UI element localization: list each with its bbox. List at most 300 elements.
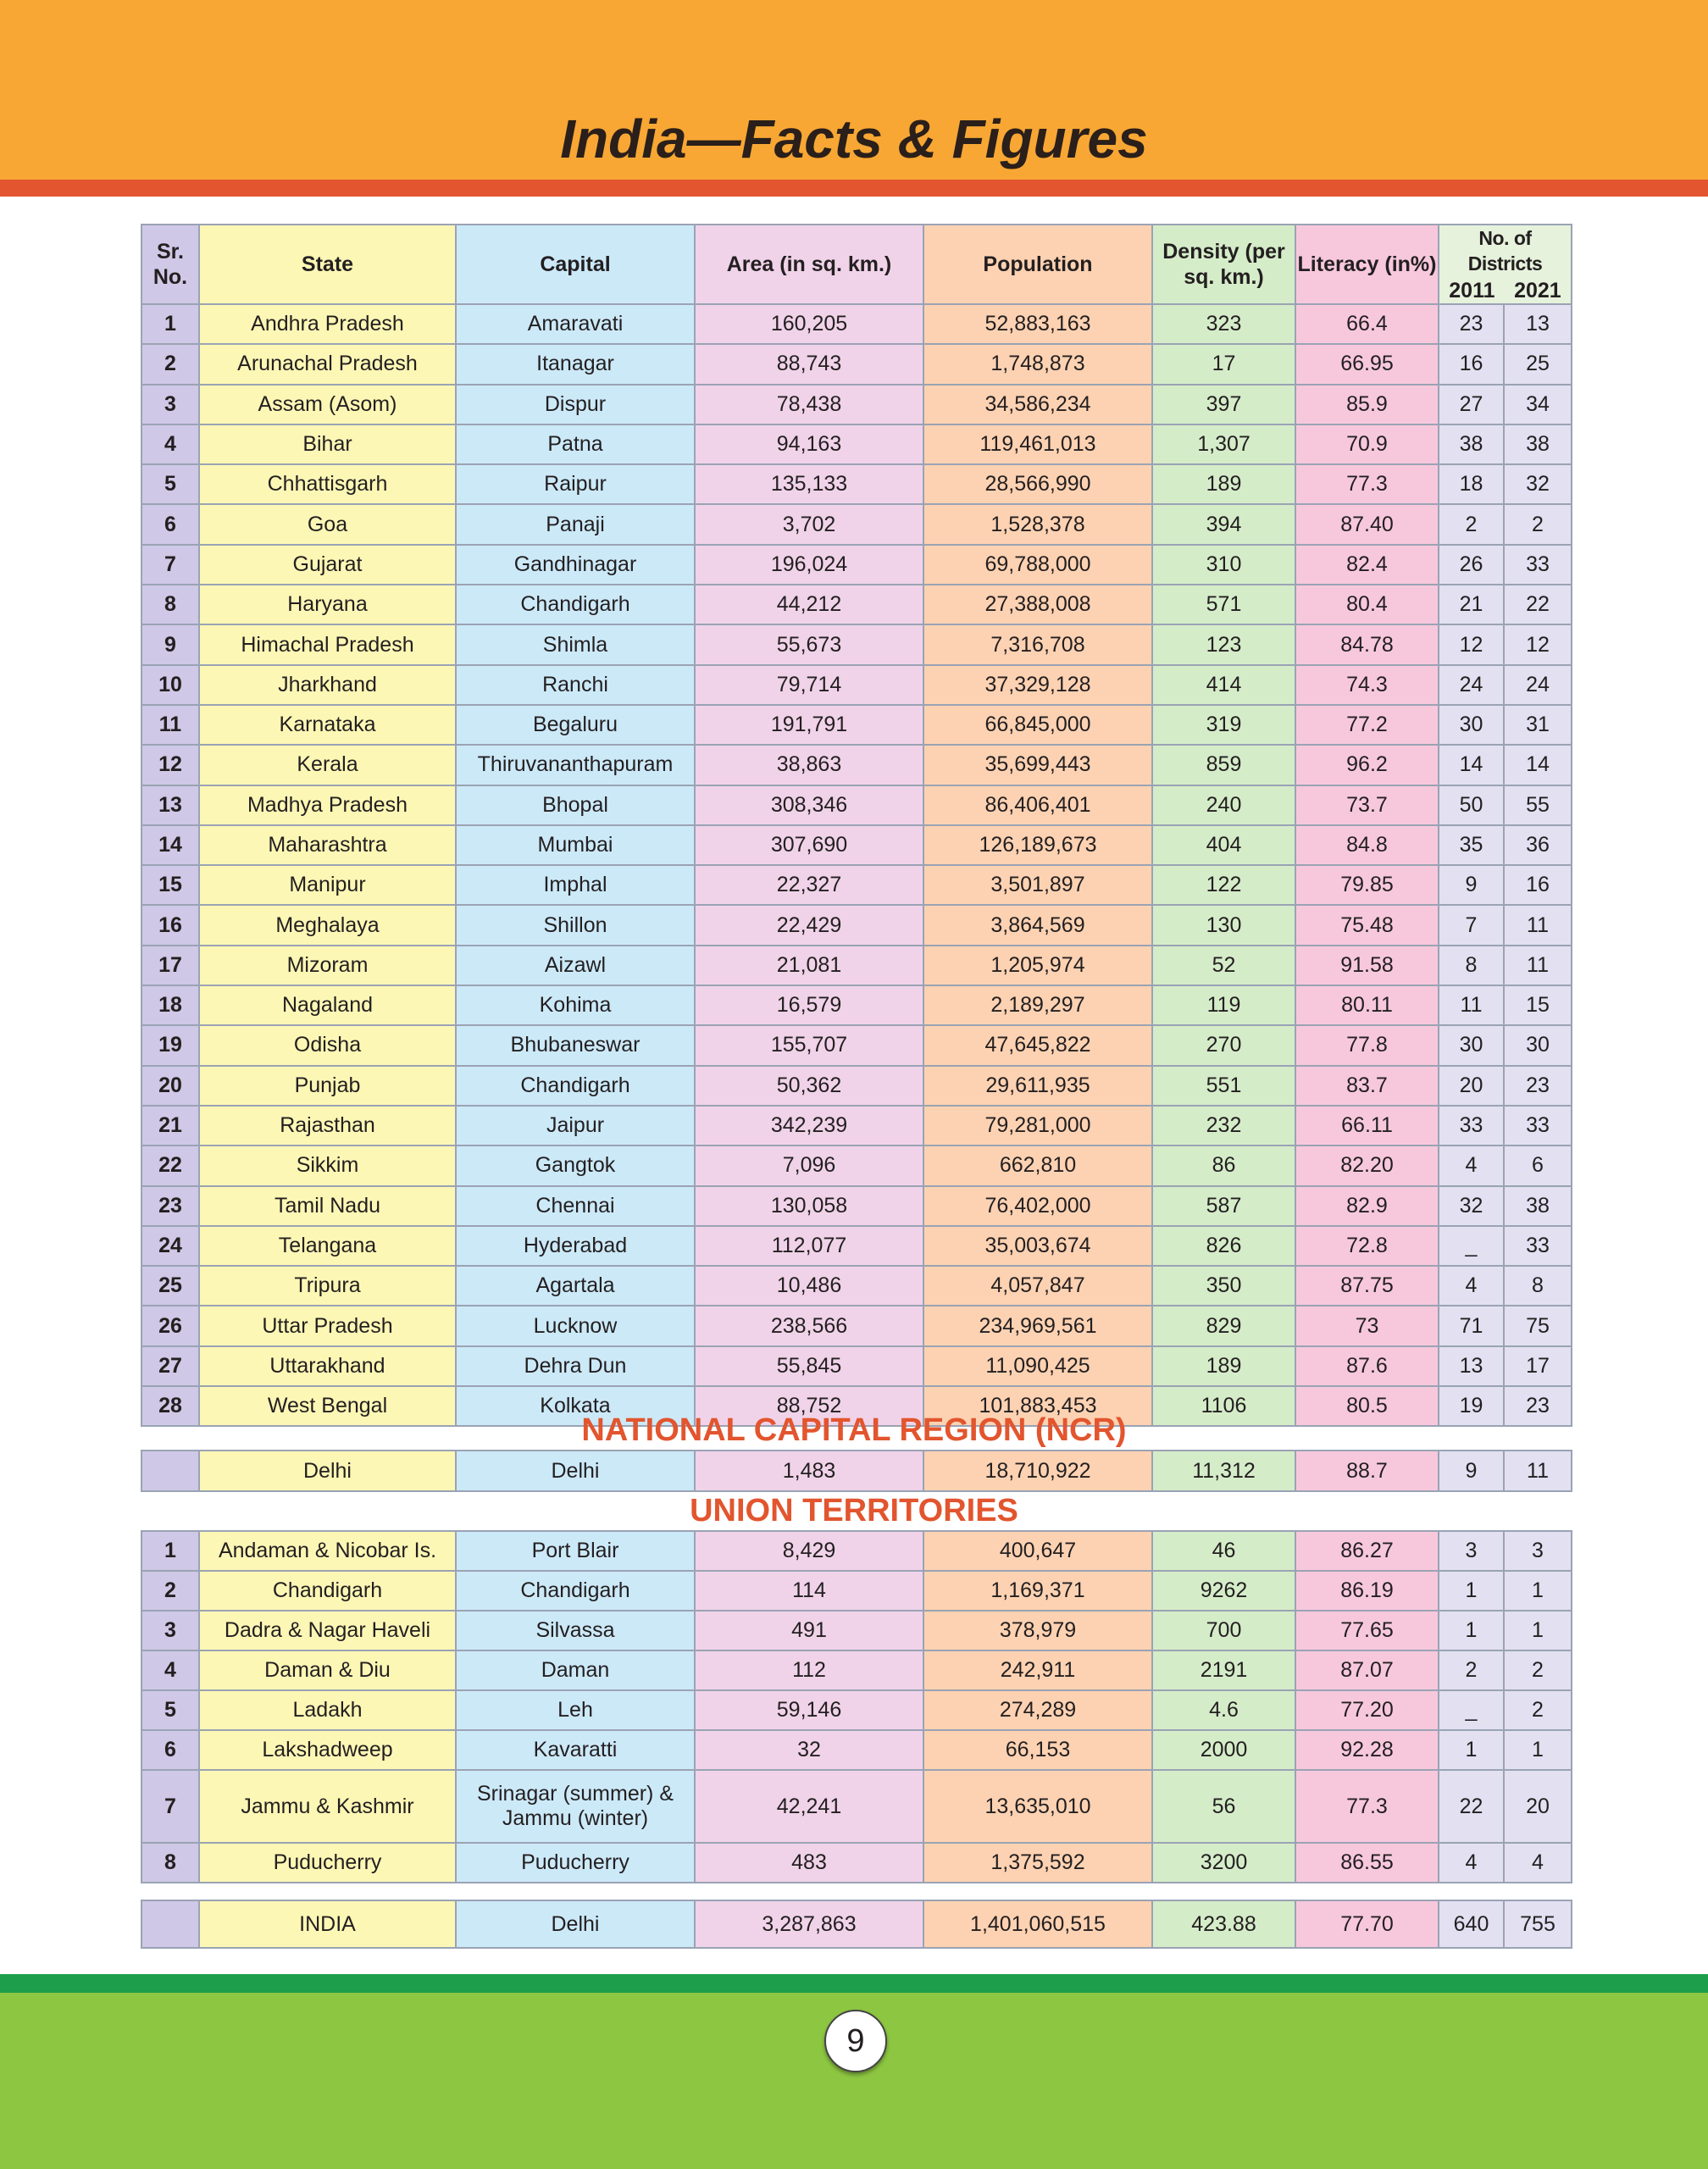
density-cell: 323 [1152, 304, 1295, 344]
state-name-cell: Himachal Pradesh [199, 624, 456, 664]
state-name-cell: Tamil Nadu [199, 1186, 456, 1226]
area-cell: 88,752 [695, 1386, 923, 1426]
districts-2011-cell: 20 [1439, 1066, 1504, 1106]
ut-row [141, 1843, 1572, 1883]
population-cell: 18,710,922 [923, 1451, 1152, 1491]
population-cell: 242,911 [923, 1650, 1152, 1690]
area-cell: 22,429 [695, 905, 923, 945]
literacy-cell: 66.4 [1295, 304, 1439, 344]
sr-no-cell: 4 [141, 424, 199, 464]
india-sr-no-cell [141, 1900, 199, 1948]
sr-no-cell: 15 [141, 865, 199, 905]
population-cell: 119,461,013 [923, 424, 1152, 464]
state-name-cell: Andhra Pradesh [199, 304, 456, 344]
districts-2021-cell: 13 [1504, 304, 1572, 344]
capital-cell: Mumbai [456, 825, 695, 865]
population-cell: 66,845,000 [923, 705, 1152, 745]
literacy-cell: 74.3 [1295, 665, 1439, 705]
districts-2021-cell: 25 [1504, 344, 1572, 384]
literacy-cell: 86.55 [1295, 1843, 1439, 1883]
districts-2021-cell: 14 [1504, 745, 1572, 785]
districts-2021-cell: 33 [1504, 1226, 1572, 1266]
state-name-cell: Chhattisgarh [199, 464, 456, 504]
area-cell: 8,429 [695, 1531, 923, 1571]
districts-2021-cell: 23 [1504, 1066, 1572, 1106]
density-cell: 270 [1152, 1025, 1295, 1065]
capital-cell: Imphal [456, 865, 695, 905]
districts-2021-cell: 36 [1504, 825, 1572, 865]
ut-title: UNION TERRITORIES [690, 1493, 1018, 1528]
sr-no-cell: 5 [141, 1690, 199, 1730]
districts-2021-cell: 1 [1504, 1611, 1572, 1650]
area-cell: 55,845 [695, 1346, 923, 1386]
population-cell: 1,375,592 [923, 1843, 1152, 1883]
india-state-name-cell: INDIA [199, 1900, 456, 1948]
state-name-cell: Rajasthan [199, 1106, 456, 1146]
state-name-cell: Maharashtra [199, 825, 456, 865]
districts-2021-cell: 11 [1504, 1451, 1572, 1491]
area-cell: 55,673 [695, 624, 923, 664]
ut-table [141, 1530, 1572, 1883]
population-cell: 35,003,674 [923, 1226, 1152, 1266]
state-row [141, 905, 1572, 945]
state-name-cell: Ladakh [199, 1690, 456, 1730]
literacy-cell: 96.2 [1295, 745, 1439, 785]
districts-2021-cell: 3 [1504, 1531, 1572, 1571]
india-body [141, 1900, 1572, 1948]
india-literacy-cell: 77.70 [1295, 1900, 1439, 1948]
capital-cell: Shimla [456, 624, 695, 664]
literacy-cell: 79.85 [1295, 865, 1439, 905]
districts-2011-cell: 2 [1439, 1650, 1504, 1690]
population-cell: 1,528,378 [923, 504, 1152, 544]
population-cell: 4,057,847 [923, 1266, 1152, 1306]
population-cell: 13,635,010 [923, 1770, 1152, 1843]
india-population-cell: 1,401,060,515 [923, 1900, 1152, 1948]
header-literacy: Literacy (in%) [1295, 225, 1439, 304]
population-cell: 1,205,974 [923, 946, 1152, 985]
districts-2011-cell: 26 [1439, 545, 1504, 585]
state-name-cell: Mizoram [199, 946, 456, 985]
density-cell: 9262 [1152, 1571, 1295, 1611]
population-cell: 34,586,234 [923, 385, 1152, 424]
ncr-body [141, 1451, 1572, 1491]
header-state: State [199, 225, 456, 304]
districts-2011-cell: 22 [1439, 1770, 1504, 1843]
population-cell: 1,169,371 [923, 1571, 1152, 1611]
districts-2011-cell: 24 [1439, 665, 1504, 705]
area-cell: 3,702 [695, 504, 923, 544]
state-name-cell: Kerala [199, 745, 456, 785]
districts-2021-cell: 20 [1504, 1770, 1572, 1843]
districts-2021-cell: 16 [1504, 865, 1572, 905]
page-number: 9 [824, 2010, 887, 2072]
page-title: India—Facts & Figures [560, 108, 1148, 169]
state-row [141, 1066, 1572, 1106]
capital-cell: Agartala [456, 1266, 695, 1306]
districts-2011-cell: _ [1439, 1226, 1504, 1266]
state-name-cell: Meghalaya [199, 905, 456, 945]
capital-cell: Gandhinagar [456, 545, 695, 585]
literacy-cell: 66.95 [1295, 344, 1439, 384]
area-cell: 160,205 [695, 304, 923, 344]
sr-no-cell: 4 [141, 1650, 199, 1690]
state-row [141, 1186, 1572, 1226]
capital-cell: Begaluru [456, 705, 695, 745]
literacy-cell: 87.75 [1295, 1266, 1439, 1306]
literacy-cell: 82.9 [1295, 1186, 1439, 1226]
sr-no-cell: 7 [141, 545, 199, 585]
india-capital-cell: Delhi [456, 1900, 695, 1948]
state-name-cell: Lakshadweep [199, 1730, 456, 1770]
density-cell: 52 [1152, 946, 1295, 985]
area-cell: 196,024 [695, 545, 923, 585]
districts-2021-cell: 33 [1504, 1106, 1572, 1146]
sr-no-cell: 2 [141, 1571, 199, 1611]
state-name-cell: Delhi [199, 1451, 456, 1491]
literacy-cell: 88.7 [1295, 1451, 1439, 1491]
header-year-2021: 2021 [1514, 279, 1561, 302]
districts-2011-cell: 3 [1439, 1531, 1504, 1571]
population-cell: 274,289 [923, 1690, 1152, 1730]
density-cell: 551 [1152, 1066, 1295, 1106]
districts-2011-cell: 14 [1439, 745, 1504, 785]
density-cell: 397 [1152, 385, 1295, 424]
density-cell: 46 [1152, 1531, 1295, 1571]
literacy-cell: 77.20 [1295, 1690, 1439, 1730]
capital-cell: Kavaratti [456, 1730, 695, 1770]
area-cell: 1,483 [695, 1451, 923, 1491]
state-name-cell: Nagaland [199, 985, 456, 1025]
header-capital: Capital [456, 225, 695, 304]
ut-body [141, 1531, 1572, 1883]
districts-2021-cell: 11 [1504, 946, 1572, 985]
density-cell: 394 [1152, 504, 1295, 544]
districts-2021-cell: 8 [1504, 1266, 1572, 1306]
literacy-cell: 80.11 [1295, 985, 1439, 1025]
area-cell: 32 [695, 1730, 923, 1770]
density-cell: 86 [1152, 1146, 1295, 1185]
districts-2021-cell: 38 [1504, 1186, 1572, 1226]
state-row [141, 1106, 1572, 1146]
sr-no-cell: 8 [141, 585, 199, 624]
population-cell: 52,883,163 [923, 304, 1152, 344]
state-row [141, 504, 1572, 544]
districts-2011-cell: 1 [1439, 1571, 1504, 1611]
districts-2021-cell: 30 [1504, 1025, 1572, 1065]
capital-cell: Shillon [456, 905, 695, 945]
area-cell: 42,241 [695, 1770, 923, 1843]
sr-no-cell: 23 [141, 1186, 199, 1226]
capital-cell: Raipur [456, 464, 695, 504]
districts-2011-cell: 4 [1439, 1843, 1504, 1883]
sr-no-cell: 22 [141, 1146, 199, 1185]
density-cell: 130 [1152, 905, 1295, 945]
districts-2021-cell: 2 [1504, 504, 1572, 544]
capital-cell: Chennai [456, 1186, 695, 1226]
sr-no-cell: 6 [141, 1730, 199, 1770]
population-cell: 662,810 [923, 1146, 1152, 1185]
population-cell: 35,699,443 [923, 745, 1152, 785]
population-cell: 37,329,128 [923, 665, 1152, 705]
state-name-cell: Bihar [199, 424, 456, 464]
capital-cell: Chandigarh [456, 1571, 695, 1611]
density-cell: 11,312 [1152, 1451, 1295, 1491]
sr-no-cell: 26 [141, 1306, 199, 1345]
districts-2021-cell: 15 [1504, 985, 1572, 1025]
state-row [141, 825, 1572, 865]
districts-2011-cell: 9 [1439, 865, 1504, 905]
state-name-cell: Gujarat [199, 545, 456, 585]
capital-cell: Kolkata [456, 1386, 695, 1426]
literacy-cell: 77.3 [1295, 464, 1439, 504]
population-cell: 126,189,673 [923, 825, 1152, 865]
density-cell: 587 [1152, 1186, 1295, 1226]
sr-no-cell: 5 [141, 464, 199, 504]
districts-2011-cell: 19 [1439, 1386, 1504, 1426]
area-cell: 130,058 [695, 1186, 923, 1226]
districts-2021-cell: 4 [1504, 1843, 1572, 1883]
capital-cell: Patna [456, 424, 695, 464]
area-cell: 16,579 [695, 985, 923, 1025]
literacy-cell: 86.19 [1295, 1571, 1439, 1611]
state-name-cell: Haryana [199, 585, 456, 624]
sr-no-cell: 14 [141, 825, 199, 865]
population-cell: 47,645,822 [923, 1025, 1152, 1065]
capital-cell: Leh [456, 1690, 695, 1730]
sr-no-cell [141, 1451, 199, 1491]
capital-cell: Jaipur [456, 1106, 695, 1146]
header-stripe [0, 180, 1708, 197]
ut-row [141, 1770, 1572, 1843]
districts-2011-cell: 9 [1439, 1451, 1504, 1491]
sr-no-cell: 18 [141, 985, 199, 1025]
literacy-cell: 66.11 [1295, 1106, 1439, 1146]
ut-row [141, 1690, 1572, 1730]
capital-cell: Amaravati [456, 304, 695, 344]
capital-cell: Silvassa [456, 1611, 695, 1650]
sr-no-cell: 24 [141, 1226, 199, 1266]
population-cell: 76,402,000 [923, 1186, 1152, 1226]
state-name-cell: Dadra & Nagar Haveli [199, 1611, 456, 1650]
state-name-cell: Manipur [199, 865, 456, 905]
ncr-row [141, 1451, 1572, 1491]
literacy-cell: 92.28 [1295, 1730, 1439, 1770]
population-cell: 28,566,990 [923, 464, 1152, 504]
area-cell: 88,743 [695, 344, 923, 384]
state-name-cell: Uttar Pradesh [199, 1306, 456, 1345]
districts-2011-cell: 12 [1439, 624, 1504, 664]
state-name-cell: Puducherry [199, 1843, 456, 1883]
state-row [141, 1306, 1572, 1345]
area-cell: 307,690 [695, 825, 923, 865]
state-row [141, 1266, 1572, 1306]
capital-cell: Hyderabad [456, 1226, 695, 1266]
state-row [141, 705, 1572, 745]
state-row [141, 1346, 1572, 1386]
state-name-cell: West Bengal [199, 1386, 456, 1426]
density-cell: 56 [1152, 1770, 1295, 1843]
population-cell: 69,788,000 [923, 545, 1152, 585]
density-cell: 240 [1152, 785, 1295, 825]
area-cell: 112 [695, 1650, 923, 1690]
state-name-cell: Uttarakhand [199, 1346, 456, 1386]
area-cell: 44,212 [695, 585, 923, 624]
sr-no-cell: 1 [141, 304, 199, 344]
capital-cell: Srinagar (summer) & Jammu (winter) [456, 1770, 695, 1843]
state-name-cell: Odisha [199, 1025, 456, 1065]
districts-2011-cell: 16 [1439, 344, 1504, 384]
sr-no-cell: 6 [141, 504, 199, 544]
area-cell: 50,362 [695, 1066, 923, 1106]
area-cell: 79,714 [695, 665, 923, 705]
districts-2011-cell: 21 [1439, 585, 1504, 624]
state-row [141, 946, 1572, 985]
districts-2021-cell: 12 [1504, 624, 1572, 664]
sr-no-cell: 8 [141, 1843, 199, 1883]
sr-no-cell: 28 [141, 1386, 199, 1426]
area-cell: 94,163 [695, 424, 923, 464]
sr-no-cell: 3 [141, 1611, 199, 1650]
ut-row [141, 1650, 1572, 1690]
density-cell: 232 [1152, 1106, 1295, 1146]
sr-no-cell: 3 [141, 385, 199, 424]
state-row [141, 585, 1572, 624]
state-row [141, 464, 1572, 504]
state-row [141, 1146, 1572, 1185]
districts-2011-cell: 38 [1439, 424, 1504, 464]
literacy-cell: 73 [1295, 1306, 1439, 1345]
density-cell: 310 [1152, 545, 1295, 585]
area-cell: 22,327 [695, 865, 923, 905]
literacy-cell: 83.7 [1295, 1066, 1439, 1106]
capital-cell: Bhopal [456, 785, 695, 825]
density-cell: 122 [1152, 865, 1295, 905]
literacy-cell: 86.27 [1295, 1531, 1439, 1571]
districts-2021-cell: 17 [1504, 1346, 1572, 1386]
population-cell: 27,388,008 [923, 585, 1152, 624]
state-name-cell: Punjab [199, 1066, 456, 1106]
density-cell: 123 [1152, 624, 1295, 664]
districts-2021-cell: 6 [1504, 1146, 1572, 1185]
sr-no-cell: 10 [141, 665, 199, 705]
literacy-cell: 77.65 [1295, 1611, 1439, 1650]
area-cell: 59,146 [695, 1690, 923, 1730]
districts-2011-cell: 8 [1439, 946, 1504, 985]
density-cell: 700 [1152, 1611, 1295, 1650]
sr-no-cell: 17 [141, 946, 199, 985]
capital-cell: Kohima [456, 985, 695, 1025]
state-name-cell: Karnataka [199, 705, 456, 745]
header-density: Density (per sq. km.) [1152, 225, 1295, 304]
districts-2021-cell: 34 [1504, 385, 1572, 424]
sr-no-cell: 13 [141, 785, 199, 825]
state-row [141, 985, 1572, 1025]
header-districts-label: No. of Districts [1467, 227, 1543, 275]
india-density-cell: 423.88 [1152, 1900, 1295, 1948]
districts-2011-cell: 27 [1439, 385, 1504, 424]
population-cell: 79,281,000 [923, 1106, 1152, 1146]
population-cell: 3,864,569 [923, 905, 1152, 945]
capital-cell: Itanagar [456, 344, 695, 384]
capital-cell: Bhubaneswar [456, 1025, 695, 1065]
literacy-cell: 80.5 [1295, 1386, 1439, 1426]
districts-2021-cell: 11 [1504, 905, 1572, 945]
districts-2021-cell: 1 [1504, 1571, 1572, 1611]
districts-2011-cell: 4 [1439, 1146, 1504, 1185]
area-cell: 114 [695, 1571, 923, 1611]
districts-2011-cell: 30 [1439, 1025, 1504, 1065]
area-cell: 10,486 [695, 1266, 923, 1306]
state-row [141, 545, 1572, 585]
literacy-cell: 75.48 [1295, 905, 1439, 945]
area-cell: 491 [695, 1611, 923, 1650]
districts-2011-cell: 71 [1439, 1306, 1504, 1345]
districts-2011-cell: 32 [1439, 1186, 1504, 1226]
districts-2011-cell: 18 [1439, 464, 1504, 504]
state-name-cell: Andaman & Nicobar Is. [199, 1531, 456, 1571]
ut-row [141, 1730, 1572, 1770]
population-cell: 66,153 [923, 1730, 1152, 1770]
ut-row [141, 1571, 1572, 1611]
districts-2021-cell: 22 [1504, 585, 1572, 624]
districts-2011-cell: _ [1439, 1690, 1504, 1730]
sr-no-cell: 27 [141, 1346, 199, 1386]
literacy-cell: 77.8 [1295, 1025, 1439, 1065]
area-cell: 191,791 [695, 705, 923, 745]
density-cell: 1106 [1152, 1386, 1295, 1426]
state-row [141, 1226, 1572, 1266]
state-name-cell: Jammu & Kashmir [199, 1770, 456, 1843]
area-cell: 483 [695, 1843, 923, 1883]
state-row [141, 624, 1572, 664]
density-cell: 189 [1152, 464, 1295, 504]
density-cell: 571 [1152, 585, 1295, 624]
literacy-cell: 84.8 [1295, 825, 1439, 865]
density-cell: 1,307 [1152, 424, 1295, 464]
literacy-cell: 87.6 [1295, 1346, 1439, 1386]
india-table [141, 1900, 1572, 1949]
capital-cell: Panaji [456, 504, 695, 544]
area-cell: 78,438 [695, 385, 923, 424]
density-cell: 859 [1152, 745, 1295, 785]
header-population: Population [923, 225, 1152, 304]
districts-2021-cell: 24 [1504, 665, 1572, 705]
districts-2021-cell: 31 [1504, 705, 1572, 745]
state-name-cell: Assam (Asom) [199, 385, 456, 424]
density-cell: 826 [1152, 1226, 1295, 1266]
districts-2021-cell: 32 [1504, 464, 1572, 504]
districts-2021-cell: 23 [1504, 1386, 1572, 1426]
state-name-cell: Daman & Diu [199, 1650, 456, 1690]
state-row [141, 865, 1572, 905]
capital-cell: Gangtok [456, 1146, 695, 1185]
area-cell: 135,133 [695, 464, 923, 504]
state-row [141, 304, 1572, 344]
districts-2011-cell: 7 [1439, 905, 1504, 945]
sr-no-cell: 7 [141, 1770, 199, 1843]
literacy-cell: 82.4 [1295, 545, 1439, 585]
state-name-cell: Telangana [199, 1226, 456, 1266]
india-districts-2021-cell: 755 [1504, 1900, 1572, 1948]
density-cell: 829 [1152, 1306, 1295, 1345]
area-cell: 112,077 [695, 1226, 923, 1266]
state-row [141, 344, 1572, 384]
ncr-table [141, 1450, 1572, 1492]
sr-no-cell: 1 [141, 1531, 199, 1571]
states-table [141, 224, 1572, 1427]
districts-2011-cell: 35 [1439, 825, 1504, 865]
